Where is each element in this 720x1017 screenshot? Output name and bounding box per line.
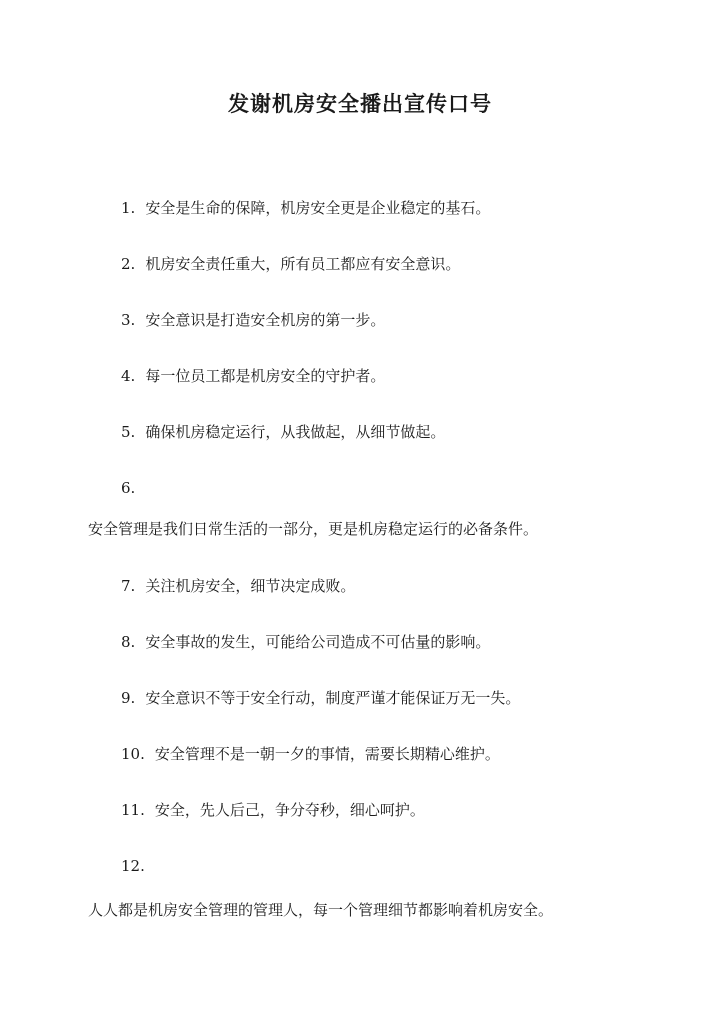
list-item-wrapped-text [88,900,553,920]
item-number: 4. [121,367,136,385]
list-item [121,422,445,442]
item-text: 确保机房稳定运行，从我做起，从细节做起。 [145,423,446,441]
list-item-number-only [121,856,145,876]
item-text: 安全管理是我们日常生活的一部分，更是机房稳定运行的必备条件。 [88,520,539,538]
item-text: 安全，先人后己，争分夺秒，细心呵护。 [154,801,425,819]
item-number: 7. [121,577,136,595]
list-item [121,366,385,386]
item-text: 关注机房安全，细节决定成败。 [145,577,356,595]
item-number: 12. [121,857,145,875]
item-text: 人人都是机房安全管理的管理人，每一个管理细节都影响着机房安全。 [88,901,554,919]
item-text: 每一位员工都是机房安全的守护者。 [145,367,386,385]
item-number: 10. [121,745,145,763]
item-number: 3. [121,311,136,329]
item-text: 安全管理不是一朝一夕的事情，需要长期精心维护。 [154,745,500,763]
list-item [121,310,385,330]
item-text: 安全是生命的保障，机房安全更是企业稳定的基石。 [145,199,491,217]
item-text: 安全意识是打造安全机房的第一步。 [145,311,386,329]
list-item [121,688,520,708]
list-item [121,744,500,764]
item-text: 安全事故的发生，可能给公司造成不可估量的影响。 [145,633,491,651]
list-item [121,632,490,652]
item-number: 8. [121,633,136,651]
list-item [121,254,460,274]
list-item-wrapped-text [88,519,538,539]
list-item-number-only [121,478,135,498]
item-number: 9. [121,689,136,707]
item-number: 2. [121,255,136,273]
item-number: 11. [121,801,145,819]
item-text: 安全意识不等于安全行动，制度严谨才能保证万无一失。 [145,689,521,707]
page-title: 发谢机房安全播出宣传口号 [228,91,492,116]
list-item [121,198,490,218]
item-number: 5. [121,423,136,441]
item-number: 1. [121,199,136,217]
list-item [121,576,355,596]
item-number: 6. [121,479,136,497]
item-text: 机房安全责任重大，所有员工都应有安全意识。 [145,255,461,273]
list-item [121,800,425,820]
